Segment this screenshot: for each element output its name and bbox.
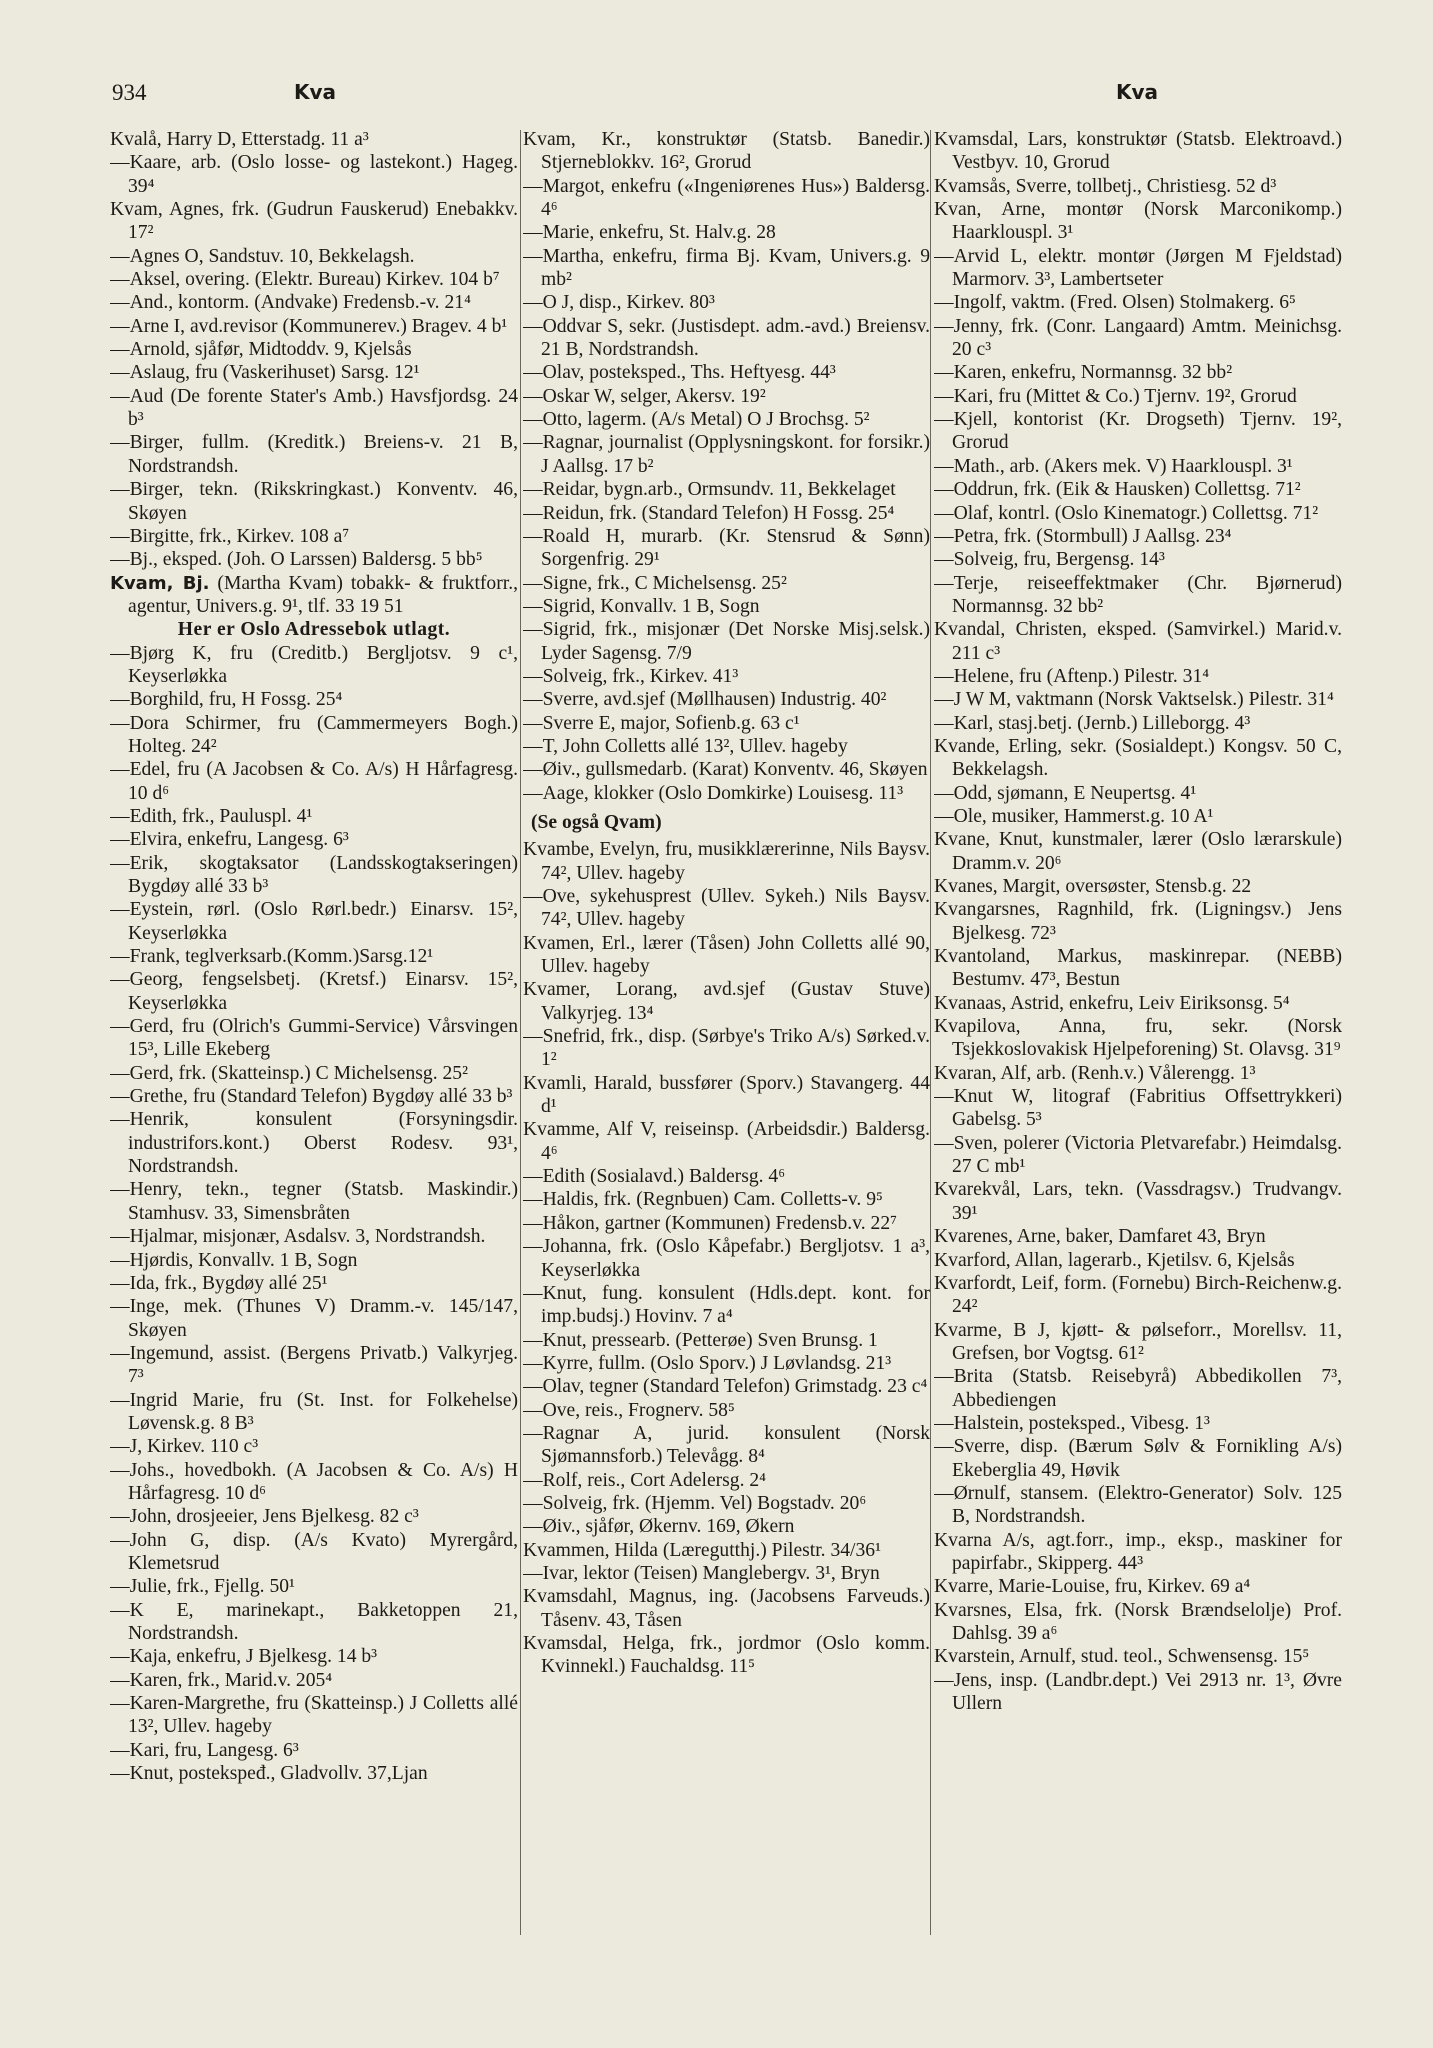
directory-entry: —Sven, polerer (Victoria Pletvarefabr.) Heimdalsg. 27 C mb¹ (934, 1132, 1342, 1178)
directory-entry: Kvaran, Alf, arb. (Renh.v.) Vålerengg. 1³ (934, 1062, 1256, 1084)
directory-entry: —Haldis, frk. (Regnbuen) Cam. Colletts-v. 9⁵ (523, 1189, 883, 1211)
directory-entry: —Sverre, avd.sjef (Møllhausen) Industrig. 40² (523, 689, 887, 711)
directory-entry: —Oddrun, frk. (Eik & Hausken) Collettsg. 71² (934, 479, 1301, 501)
directory-entry: —Roald H, murarb. (Kr. Stensrud & Sønn) Sorgenfrig. 29¹ (523, 525, 930, 571)
directory-entry: —Elvira, enkefru, Langesg. 6³ (110, 829, 349, 851)
directory-entry-advertised (110, 572, 518, 619)
directory-entry: Kvamer, Lorang, avd.sjef (Gustav Stuve) Valkyrjeg. 13⁴ (523, 979, 930, 1024)
directory-entry: —Agnes O, Sandstuv. 10, Bekkelagsh. (110, 245, 415, 267)
directory-entry: Kvarfordt, Leif, form. (Fornebu) Birch-Reichenw.g. 24² (934, 1272, 1342, 1318)
directory-column-1 (110, 128, 518, 1948)
directory-entry: —Math., arb. (Akers mek. V) Haarklouspl. 3¹ (934, 455, 1293, 477)
directory-entry: Kvangarsnes, Ragnhild, frk. (Ligningsv.) Jens Bjelkesg. 72³ (934, 899, 1342, 944)
directory-entry: —Olav, posteksped., Ths. Heftyesg. 44³ (523, 362, 836, 384)
directory-entry: —Karen, enkefru, Normannsg. 32 bb² (934, 362, 1233, 384)
directory-entry: Kvamsdal, Helga, frk., jordmor (Oslo komm. Kvinnekl.) Fauchaldsg. 11⁵ (523, 1633, 930, 1678)
directory-entry: —Johanna, frk. (Oslo Kåpefabr.) Bergljotsv. 1 a³, Keyserløkka (523, 1236, 930, 1281)
directory-entry: —Johs., hovedbokh. (A Jacobsen & Co. A/s) H Hårfagresg. 10 d⁶ (110, 1459, 518, 1504)
directory-entry: —K E, marinekapt., Bakketoppen 21, Nordstrandsh. (110, 1599, 518, 1644)
directory-entry: —Henry, tekn., tegner (Statsb. Maskindir.) Stamhusv. 33, Simensbråten (110, 1179, 518, 1224)
directory-entry: —Reidar, bygn.arb., Ormsundv. 11, Bekkelaget (523, 479, 896, 501)
directory-entry: Kvan, Arne, montør (Norsk Marconikomp.) Haarklouspl. 3¹ (934, 199, 1342, 244)
directory-entry: —Rolf, reis., Cort Adelersg. 2⁴ (523, 1469, 767, 1491)
directory-entry: —Halstein, posteksped., Vibesg. 1³ (934, 1412, 1210, 1434)
directory-entry: —Aksel, overing. (Elektr. Bureau) Kirkev. 104 b⁷ (110, 269, 500, 291)
directory-entry: —Olav, tegner (Standard Telefon) Grimstadg. 23 c⁴ (523, 1376, 928, 1398)
directory-entry: —Ingemund, assist. (Bergens Privatb.) Valkyrjeg. 7³ (110, 1342, 518, 1388)
directory-entry: Kvarford, Allan, lagerarb., Kjetilsv. 6, Kjelsås (934, 1249, 1295, 1271)
directory-entry: Kvarenes, Arne, baker, Damfaret 43, Bryn (934, 1226, 1266, 1248)
directory-entry: —Inge, mek. (Thunes V) Dramm.-v. 145/147, Skøyen (110, 1296, 518, 1341)
entry-name-bold: Kvam, Bj. (110, 572, 210, 594)
directory-entry: —Birger, fullm. (Kreditk.) Breiens-v. 21 B, Nordstrandsh. (110, 432, 518, 477)
directory-entry: —Jenny, frk. (Conr. Langaard) Amtm. Meinichsg. 20 c³ (934, 315, 1342, 361)
directory-entry: —Edel, fru (A Jacobsen & Co. A/s) H Hårfagresg. 10 d⁶ (110, 759, 518, 804)
directory-entry: —J, Kirkev. 110 c³ (110, 1436, 259, 1458)
directory-entry: —Hjørdis, Konvallv. 1 B, Sogn (110, 1249, 358, 1271)
directory-entry: —Ove, reis., Frognerv. 58⁵ (523, 1399, 735, 1421)
directory-entry: Kvamsås, Sverre, tollbetj., Christiesg. 52 d³ (934, 175, 1277, 197)
directory-entry: —Odd, sjømann, E Neupertsg. 4¹ (934, 782, 1197, 804)
directory-entry: —Olaf, kontrl. (Oslo Kinematogr.) Collettsg. 71² (934, 502, 1319, 524)
directory-entry: Kvamme, Alf V, reiseinsp. (Arbeidsdir.) Baldersg. 4⁶ (523, 1119, 930, 1164)
directory-entry: —Julie, frk., Fjellg. 50¹ (110, 1576, 295, 1598)
directory-entry: —Knut W, litograf (Fabritius Offsettrykkeri) Gabelsg. 5³ (934, 1086, 1342, 1131)
directory-entry: —Signe, frk., C Michelsensg. 25² (523, 572, 787, 594)
directory-entry: —Edith (Sosialavd.) Baldersg. 4⁶ (523, 1166, 786, 1188)
directory-entry: Kvane, Knut, kunstmaler, lærer (Oslo lærarskule) Dramm.v. 20⁶ (934, 829, 1342, 874)
directory-entry: —T, John Colletts allé 13², Ullev. hageby (523, 735, 848, 757)
directory-entry: —Henrik, konsulent (Forsyningsdir. industrifors.kont.) Oberst Rodesv. 93¹, Nordstrandsh. (110, 1109, 518, 1178)
directory-entry: Kvammen, Hilda (Læregutthj.) Pilestr. 34/36¹ (523, 1539, 881, 1561)
directory-entry: —Helene, fru (Aftenp.) Pilestr. 31⁴ (934, 665, 1210, 687)
directory-entry: Kvarre, Marie-Louise, fru, Kirkev. 69 a⁴ (934, 1576, 1251, 1598)
directory-entry: —Øiv., sjåfør, Økernv. 169, Økern (523, 1516, 795, 1538)
directory-entry: Kvandal, Christen, eksped. (Samvirkel.) Marid.v. 211 c³ (934, 619, 1342, 664)
directory-entry: Kvarme, B J, kjøtt- & pølseforr., Morellsv. 11, Grefsen, bor Vogtsg. 61² (934, 1319, 1342, 1364)
directory-entry: —Knut, postekspeđ., Gladvollv. 37,Ljan (110, 1763, 428, 1785)
directory-entry: —Terje, reiseeffektmaker (Chr. Bjørnerud) Normannsg. 32 bb² (934, 572, 1342, 617)
directory-entry: —Georg, fengselsbetj. (Kretsf.) Einarsv. 15², Keyserløkka (110, 969, 518, 1014)
directory-entry: —Solveig, frk. (Hjemm. Vel) Bogstadv. 20⁶ (523, 1492, 867, 1514)
directory-entry: —Eystein, rørl. (Oslo Rørl.bedr.) Einarsv. 15², Keyserløkka (110, 899, 518, 944)
directory-entry: —J W M, vaktmann (Norsk Vaktselsk.) Pilestr. 31⁴ (934, 689, 1334, 711)
directory-entry: —Knut, pressearb. (Petterøe) Sven Brunsg. 1 (523, 1329, 878, 1351)
cross-reference-note: (Se også Qvam) (531, 811, 662, 833)
directory-entry: —Otto, lagerm. (A/s Metal) O J Brochsg. 5² (523, 409, 870, 431)
directory-entry: —Frank, teglverksarb.(Komm.)Sarsg.12¹ (110, 946, 434, 968)
directory-entry: Kvamsdahl, Magnus, ing. (Jacobsens Farveuds.) Tåsenv. 43, Tåsen (523, 1586, 930, 1631)
directory-entry: —O J, disp., Kirkev. 80³ (523, 292, 715, 314)
directory-entry: —Solveig, fru, Bergensg. 14³ (934, 549, 1165, 571)
directory-entry: Kvam, Kr., konstruktør (Statsb. Banedir.) Stjerneblokkv. 16², Grorud (523, 129, 930, 174)
directory-entry: —Arne I, avd.revisor (Kommunerev.) Bragev. 4 b¹ (110, 315, 508, 337)
directory-entry: Kvamen, Erl., lærer (Tåsen) John Colletts allé 90, Ullev. hageby (523, 932, 930, 978)
right-running-head: Kva (1115, 80, 1158, 104)
directory-entry: —Birger, tekn. (Rikskringkast.) Konventv. 46, Skøyen (110, 479, 518, 524)
directory-entry: —Aage, klokker (Oslo Domkirke) Louisesg. 11³ (523, 782, 904, 804)
directory-entry: Kvapilova, Anna, fru, sekr. (Norsk Tsjekkoslovakisk Hjelpeforening) St. Olavsg. 31⁹ (934, 1016, 1342, 1061)
column-divider (520, 130, 521, 1935)
directory-entry: —Kari, fru (Mittet & Co.) Tjernv. 19², Grorud (934, 385, 1297, 407)
directory-entry: —Ragnar, journalist (Opplysningskont. for forsikr.) J Aallsg. 17 b² (523, 432, 930, 477)
directory-entry: —Erik, skogtaksator (Landsskogtakseringen) Bygdøy allé 33 b³ (110, 852, 518, 897)
directory-entry: —Karl, stasj.betj. (Jernb.) Lilleborgg. 4³ (934, 712, 1251, 734)
directory-entry: Kvantoland, Markus, maskinrepar. (NEBB) Bestumv. 47³, Bestun (934, 946, 1342, 991)
directory-entry: Kvarna A/s, agt.forr., imp., eksp., maskiner for papirfabr., Skipperg. 44³ (934, 1529, 1342, 1574)
directory-entry: —Bj., eksped. (Joh. O Larssen) Baldersg. 5 bb⁵ (110, 549, 483, 571)
left-running-head: Kva (294, 80, 337, 104)
directory-entry: —Ingrid Marie, fru (St. Inst. for Folkehelse) Løvensk.g. 8 B³ (110, 1389, 518, 1434)
directory-entry: —Håkon, gartner (Kommunen) Fredensb.v. 22⁷ (523, 1212, 897, 1234)
directory-entry: —Borghild, fru, H Fossg. 25⁴ (110, 689, 343, 711)
directory-entry: —Øiv., gullsmedarb. (Karat) Konventv. 46, Skøyen (523, 759, 928, 781)
directory-entry: —Marie, enkefru, St. Halv.g. 28 (523, 222, 776, 244)
directory-entry: —Reidun, frk. (Standard Telefon) H Fossg. 25⁴ (523, 502, 895, 524)
directory-entry: —Petra, frk. (Stormbull) J Aallsg. 23⁴ (934, 525, 1232, 547)
directory-entry: —Ørnulf, stansem. (Elektro-Generator) Solv. 125 B, Nordstrandsh. (934, 1482, 1342, 1528)
directory-entry: —Solveig, frk., Kirkev. 41³ (523, 665, 739, 687)
directory-entry: —Brita (Statsb. Reisebyrå) Abbedikollen 7³, Abbediengen (934, 1366, 1342, 1411)
directory-entry: —Ivar, lektor (Teisen) Manglebergv. 3¹, Bryn (523, 1562, 880, 1584)
directory-entry: —Oskar W, selger, Akersv. 19² (523, 385, 766, 407)
directory-entry: —Birgitte, frk., Kirkev. 108 a⁷ (110, 525, 350, 547)
directory-entry: —Sverre, disp. (Bærum Sølv & Fornikling A/s) Ekeberglia 49, Høvik (934, 1436, 1342, 1481)
directory-entry: —Kyrre, fullm. (Oslo Sporv.) J Løvlandsg. 21³ (523, 1352, 892, 1374)
directory-entry: Kvambe, Evelyn, fru, musikklærerinne, Nils Baysv. 74², Ullev. hageby (523, 839, 930, 884)
directory-entry: —Aslaug, fru (Vaskerihuset) Sarsg. 12¹ (110, 362, 420, 384)
directory-entry: —Aud (De forente Stater's Amb.) Havsfjordsg. 24 b³ (110, 385, 518, 431)
directory-entry: —Arvid L, elektr. montør (Jørgen M Fjeldstad) Marmorv. 3³, Lambertseter (934, 245, 1342, 291)
directory-entry: Kvanes, Margit, oversøster, Stensb.g. 22 (934, 876, 1252, 897)
directory-entry: —Kaare, arb. (Oslo losse- og lastekont.) Hageg. 39⁴ (110, 152, 518, 197)
directory-entry: —Sigrid, frk., misjonær (Det Norske Misj.selsk.) Lyder Sagensg. 7/9 (523, 619, 930, 664)
directory-entry: —John G, disp. (A/s Kvato) Myrergård, Klemetsrud (110, 1529, 518, 1574)
column-divider (930, 130, 931, 1935)
directory-entry: Kvarstein, Arnulf, stud. teol., Schwensensg. 15⁵ (934, 1646, 1310, 1668)
directory-entry: —Bjørg K, fru (Creditb.) Bergljotsv. 9 c¹, Keyserløkka (110, 642, 518, 687)
page-header (112, 80, 1333, 114)
directory-entry: —Arnold, sjåfør, Midtoddv. 9, Kjelsås (110, 339, 412, 361)
directory-entry: —Martha, enkefru, firma Bj. Kvam, Univers.g. 9 mb² (523, 245, 930, 291)
directory-entry: —Kaja, enkefru, J Bjelkesg. 14 b³ (110, 1646, 378, 1668)
directory-entry: —Ingolf, vaktm. (Fred. Olsen) Stolmakerg. 6⁵ (934, 292, 1296, 314)
directory-entry: —Ragnar A, jurid. konsulent (Norsk Sjømannsforb.) Televågg. 8⁴ (523, 1422, 930, 1468)
directory-entry: —Kjell, kontorist (Kr. Drogseth) Tjernv. 19², Grorud (934, 409, 1342, 454)
publisher-notice: Her er Oslo Adressebok utlagt. (177, 619, 451, 641)
directory-entry: —Grethe, fru (Standard Telefon) Bygdøy allé 33 b³ (110, 1086, 513, 1108)
directory-entry: —Ida, frk., Bygdøy allé 25¹ (110, 1272, 328, 1294)
directory-entry: —Kari, fru, Langesg. 6³ (110, 1739, 299, 1761)
entry-details: (Martha Kvam) tobakk- & fruktforr., agentur, Univers.g. 9¹, tlf. 33 19 51 (128, 572, 518, 617)
directory-entry: —Snefrid, frk., disp. (Sørbye's Triko A/s) Sørked.v. 1² (523, 1026, 930, 1071)
directory-entry: Kvalå, Harry D, Etterstadg. 11 a³ (110, 129, 369, 150)
directory-entry: Kvande, Erling, sekr. (Sosialdept.) Kongsv. 50 C, Bekkelagsh. (934, 735, 1342, 781)
directory-column-3 (934, 128, 1342, 1948)
directory-entry: —Jens, insp. (Landbr.dept.) Vei 2913 nr. 1³, Øvre Ullern (934, 1669, 1342, 1715)
directory-entry: Kvamsdal, Lars, konstruktør (Statsb. Elektroavd.) Vestbyv. 10, Grorud (934, 129, 1342, 174)
directory-entry: —Karen, frk., Marid.v. 205⁴ (110, 1669, 333, 1691)
directory-entry: —Karen-Margrethe, fru (Skatteinsp.) J Colletts allé 13², Ullev. hageby (110, 1693, 518, 1738)
directory-entry: —Gerd, fru (Olrich's Gummi-Service) Vårsvingen 15³, Lille Ekeberg (110, 1016, 518, 1061)
directory-entry: Kvam, Agnes, frk. (Gudrun Fauskerud) Enebakkv. 17² (110, 199, 518, 244)
directory-entry: —Hjalmar, misjonær, Asdalsv. 3, Nordstrandsh. (110, 1226, 486, 1248)
directory-entry: —Oddvar S, sekr. (Justisdept. adm.-avd.) Breiensv. 21 B, Nordstrandsh. (523, 315, 930, 361)
directory-entry: —Ove, sykehusprest (Ullev. Sykeh.) Nils Baysv. 74², Ullev. hageby (523, 886, 930, 931)
directory-entry: —Gerd, frk. (Skatteinsp.) C Michelsensg. 25² (110, 1062, 468, 1084)
directory-entry: —John, drosjeeier, Jens Bjelkesg. 82 c³ (110, 1506, 419, 1528)
directory-entry: —Knut, fung. konsulent (Hdls.dept. kont. for imp.budsj.) Hovinv. 7 a⁴ (523, 1282, 930, 1328)
directory-entry: —Sverre E, major, Sofienb.g. 63 c¹ (523, 712, 800, 734)
page-number: 934 (112, 80, 147, 105)
directory-entry: —Dora Schirmer, fru (Cammermeyers Bogh.) Holteg. 24² (110, 712, 518, 757)
directory-entry: —Edith, frk., Pauluspl. 4¹ (110, 805, 313, 827)
directory-column-2 (523, 128, 930, 1948)
directory-entry: —Margot, enkefru («Ingeniørenes Hus») Baldersg. 4⁶ (523, 175, 930, 221)
directory-entry: Kvamli, Harald, bussfører (Sporv.) Stavangerg. 44 d¹ (523, 1072, 930, 1118)
directory-entry: —Sigrid, Konvallv. 1 B, Sogn (523, 595, 760, 617)
directory-entry: Kvarsnes, Elsa, frk. (Norsk Brændselolje) Prof. Dahlsg. 39 a⁶ (934, 1599, 1342, 1644)
directory-entry: —Ole, musiker, Hammerst.g. 10 A¹ (934, 805, 1214, 827)
directory-entry: —And., kontorm. (Andvake) Fredensb.-v. 21⁴ (110, 292, 471, 314)
directory-entry: Kvanaas, Astrid, enkefru, Leiv Eiriksonsg. 5⁴ (934, 992, 1290, 1014)
directory-entry: Kvarekvål, Lars, tekn. (Vassdragsv.) Trudvangv. 39¹ (934, 1179, 1342, 1224)
